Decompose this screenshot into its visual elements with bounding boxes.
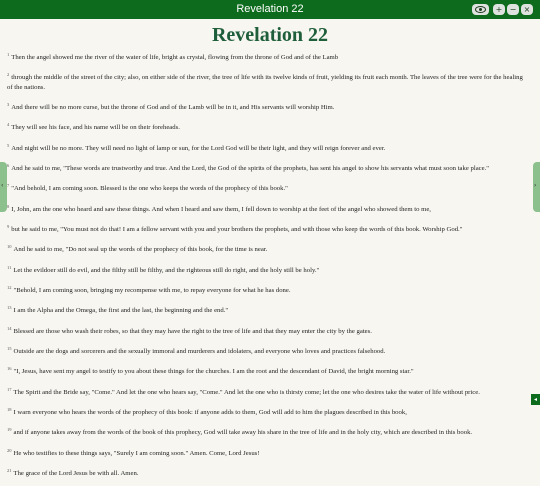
verse-text: Then the angel showed me the river of the water of life, bright as crystal, flowing from the throne of God and of the Lamb	[11, 54, 339, 62]
verse-item	[7, 405, 527, 418]
verse-text: And there will be no more curse, but the throne of God and of the Lamb will be in it, and His servants will worship Him.	[11, 104, 335, 112]
verse-item	[7, 446, 527, 459]
verse-number: 1	[7, 52, 10, 57]
verse-item	[7, 263, 527, 276]
verse-item	[7, 324, 527, 337]
verse-text: I am the Alpha and the Omega, the first and the last, the beginning and the end."	[13, 307, 229, 315]
verse-number: 16	[7, 366, 12, 372]
verse-text: Blessed are those who wash their robes, so that they may have the right to the tree of life and that they may enter the city by the gates.	[13, 327, 372, 335]
verse-number: 7	[7, 183, 10, 189]
verse-number: 18	[7, 406, 12, 412]
verse-number: 17	[7, 386, 12, 392]
verse-list	[7, 50, 527, 486]
verse-number: 19	[7, 427, 12, 433]
verse-text: I warn everyone who hears the words of the prophecy of this book: if anyone adds to them, God will add to him the plagues described in this book,	[13, 409, 407, 417]
verse-text: and if anyone takes away from the words of the book of this prophecy, God will take away his share in the tree of life and in the holy city, which are described in this book.	[13, 429, 473, 437]
verse-number: 21	[7, 467, 12, 473]
verse-text: "I, Jesus, have sent my angel to testify to you about these things for the churches. I am the root and the descendant of David, the bright morning star."	[13, 368, 414, 376]
corner-toggle-button[interactable]: ◂	[531, 394, 540, 405]
eye-icon[interactable]	[472, 4, 489, 15]
zoom-out-button[interactable]: −	[507, 4, 519, 15]
verse-number: 10	[7, 244, 12, 250]
verse-item	[7, 161, 527, 174]
verse-number: 8	[7, 203, 10, 209]
verse-text: but he said to me, "You must not do that! I am a fellow servant with you and your brothers the prophets, and with those who keep the words of this book. Worship God."	[11, 226, 463, 234]
verse-text: I, John, am the one who heard and saw these things. And when I heard and saw them, I fell down to worship at the feet of the angel who showed them to me,	[11, 205, 431, 213]
verse-text: He who testifies to these things says, "Surely I am coming soon." Amen. Come, Lord Jesus!	[13, 449, 260, 457]
window-title: Revelation 22	[236, 3, 304, 15]
close-button[interactable]: ×	[521, 4, 533, 15]
verse-item	[7, 50, 527, 63]
verse-item	[7, 364, 527, 377]
verse-text: The grace of the Lord Jesus be with all. Amen.	[13, 470, 139, 478]
verse-item	[7, 283, 527, 296]
chevron-left-icon: ‹	[1, 182, 4, 189]
verse-item	[7, 466, 527, 479]
verse-item	[7, 70, 527, 92]
verse-text: "And behold, I am coming soon. Blessed is the one who keeps the words of the prophecy of this book."	[11, 185, 288, 193]
verse-item	[7, 141, 527, 154]
verse-number: 12	[7, 285, 12, 291]
verse-text: Let the evildoer still do evil, and the filthy still be filthy, and the righteous still do right, and the holy still be holy."	[13, 266, 320, 274]
verse-number: 9	[7, 224, 10, 230]
verse-number: 13	[7, 305, 12, 311]
verse-number: 3	[7, 102, 10, 108]
verse-text: "Behold, I am coming soon, bringing my recompense with me, to repay everyone for what he has done.	[13, 287, 291, 295]
chevron-right-icon: ›	[534, 182, 537, 189]
verse-item	[7, 222, 527, 235]
verse-text: And he said to me, "Do not seal up the words of the prophecy of this book, for the time is near.	[13, 246, 268, 254]
verse-text: through the middle of the street of the city; also, on either side of the river, the tree of life with its twelve kinds of fruit, yielding its fruit each month. The leaves of the tree were for the healing of the nations.	[7, 74, 523, 91]
title-bar	[0, 0, 540, 19]
verse-number: 6	[7, 163, 10, 169]
verse-number: 4	[7, 122, 10, 128]
page-title: Revelation 22	[211, 24, 329, 46]
verse-text: They will see his face, and his name will be on their foreheads.	[11, 124, 180, 132]
verse-item	[7, 385, 527, 398]
verse-text: The Spirit and the Bride say, "Come." And let the one who hears say, "Come." And let the one who is thirsty come; let the one who desires take the water of life without price.	[13, 388, 480, 396]
verse-item	[7, 100, 527, 113]
verse-item	[7, 120, 527, 133]
verse-text: And he said to me, "These words are trustworthy and true. And the Lord, the God of the spirits of the prophets, has sent his angel to show his servants what must soon take place."	[11, 165, 490, 173]
verse-text: And night will be no more. They will need no light of lamp or sun, for the Lord God will be their light, and they will reign forever and ever.	[11, 144, 386, 152]
verse-item	[7, 303, 527, 316]
verse-text: Outside are the dogs and sorcerers and the sexually immoral and murderers and idolaters, and everyone who loves and practices falsehood.	[13, 348, 386, 356]
verse-item	[7, 202, 527, 215]
verse-number: 2	[7, 72, 10, 78]
verse-item	[7, 242, 527, 255]
verse-number: 15	[7, 346, 12, 351]
eye-icon-svg	[472, 4, 489, 15]
verse-item	[7, 181, 527, 194]
verse-number: 20	[7, 447, 12, 453]
verse-number: 5	[7, 142, 10, 148]
verse-item	[7, 425, 527, 438]
verse-item	[7, 344, 527, 357]
verse-number: 14	[7, 325, 12, 331]
verse-number: 11	[7, 264, 12, 270]
zoom-in-button[interactable]: +	[493, 4, 505, 15]
